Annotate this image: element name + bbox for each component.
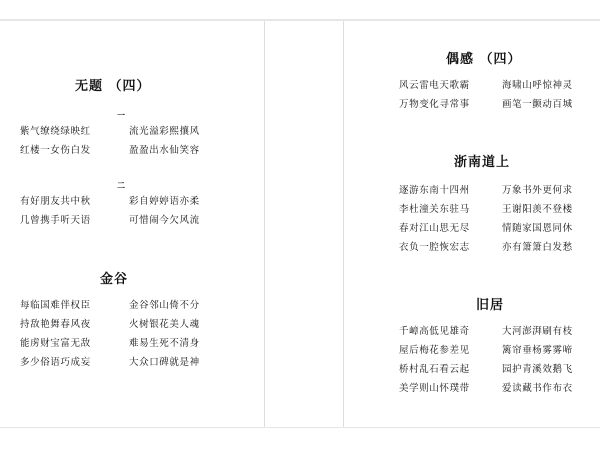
- poem-line: 李杜潼关东驻马: [399, 204, 470, 215]
- poem-line: 园护青溪效鹅飞: [502, 364, 573, 375]
- poem-line: 难易生死不清身: [129, 338, 200, 349]
- poem-line: 篱帘垂杨雾雾啼: [502, 345, 573, 356]
- poem-line: 王谢阳羡不登楼: [502, 204, 573, 215]
- section-marker: 二: [117, 180, 125, 190]
- poem-line: 紫气缭绕绿映红: [20, 126, 91, 137]
- poem-line: 情随家国恩同休: [502, 223, 573, 234]
- poem-line: 爱读藏书作布衣: [502, 383, 573, 394]
- poem-title: 偶感 （四）: [446, 52, 522, 67]
- left-page: [0, 21, 264, 427]
- poem-title: 无题 （四）: [75, 79, 151, 94]
- poem-line: 万象书外更何求: [502, 185, 573, 196]
- poem-line: 春对江山思无尽: [399, 223, 470, 234]
- poem-line: 画笔一颤动百城: [502, 99, 573, 110]
- poem-line: 红楼一女伤白发: [20, 145, 91, 156]
- poem-line: 桥村乱石看云起: [399, 364, 470, 375]
- poem-line: 亦有箫箫白发愁: [502, 242, 573, 253]
- poem-line: 彩自婷婷语亦柔: [129, 196, 200, 207]
- book-gutter: [264, 21, 344, 427]
- poem-line: 流光溢彩熙攘风: [129, 126, 200, 137]
- poem-line: 有好朋友共中秋: [20, 196, 91, 207]
- poem-line: 海啸山呼惊神灵: [502, 80, 573, 91]
- poem-line: 衣负一腔恢宏志: [399, 242, 470, 253]
- poem-line: 万物变化寻常事: [399, 99, 470, 110]
- poem-line: 大众口碑就是神: [129, 357, 200, 368]
- poem-line: 风云雷电天歌霸: [399, 80, 470, 91]
- poem-line: 每临国难伴权臣: [20, 300, 91, 311]
- top-margin: [0, 0, 600, 19]
- poem-line: 大河澎湃刷有枝: [502, 326, 573, 337]
- poem-line: 多少俗语巧成妄: [20, 357, 91, 368]
- section-marker: 一: [117, 110, 125, 120]
- poem-title: 旧居: [476, 298, 505, 313]
- poem-line: 美学则山怀璞带: [399, 383, 470, 394]
- right-page: [344, 21, 600, 427]
- poem-line: 火树银花美人魂: [129, 319, 200, 330]
- left-page-edge: [264, 21, 265, 427]
- poem-line: 屋后梅花参差见: [399, 345, 470, 356]
- poem-line: 逐游东南十四州: [399, 185, 470, 196]
- poem-line: 几曾携手听天语: [20, 215, 91, 226]
- poem-title: 浙南道上: [454, 155, 511, 170]
- poem-line: 可惜闹今欠风流: [129, 215, 200, 226]
- poem-title: 金谷: [100, 272, 129, 287]
- poem-line: 千嶂高低见雄奇: [399, 326, 470, 337]
- poem-line: 持敌艳舞春风夜: [20, 319, 91, 330]
- poem-line: 盈盈出水仙笑容: [129, 145, 200, 156]
- poem-line: 金谷邻山倚不分: [129, 300, 200, 311]
- poem-line: 能虏财宝富无敌: [20, 338, 91, 349]
- bottom-divider: [0, 427, 600, 428]
